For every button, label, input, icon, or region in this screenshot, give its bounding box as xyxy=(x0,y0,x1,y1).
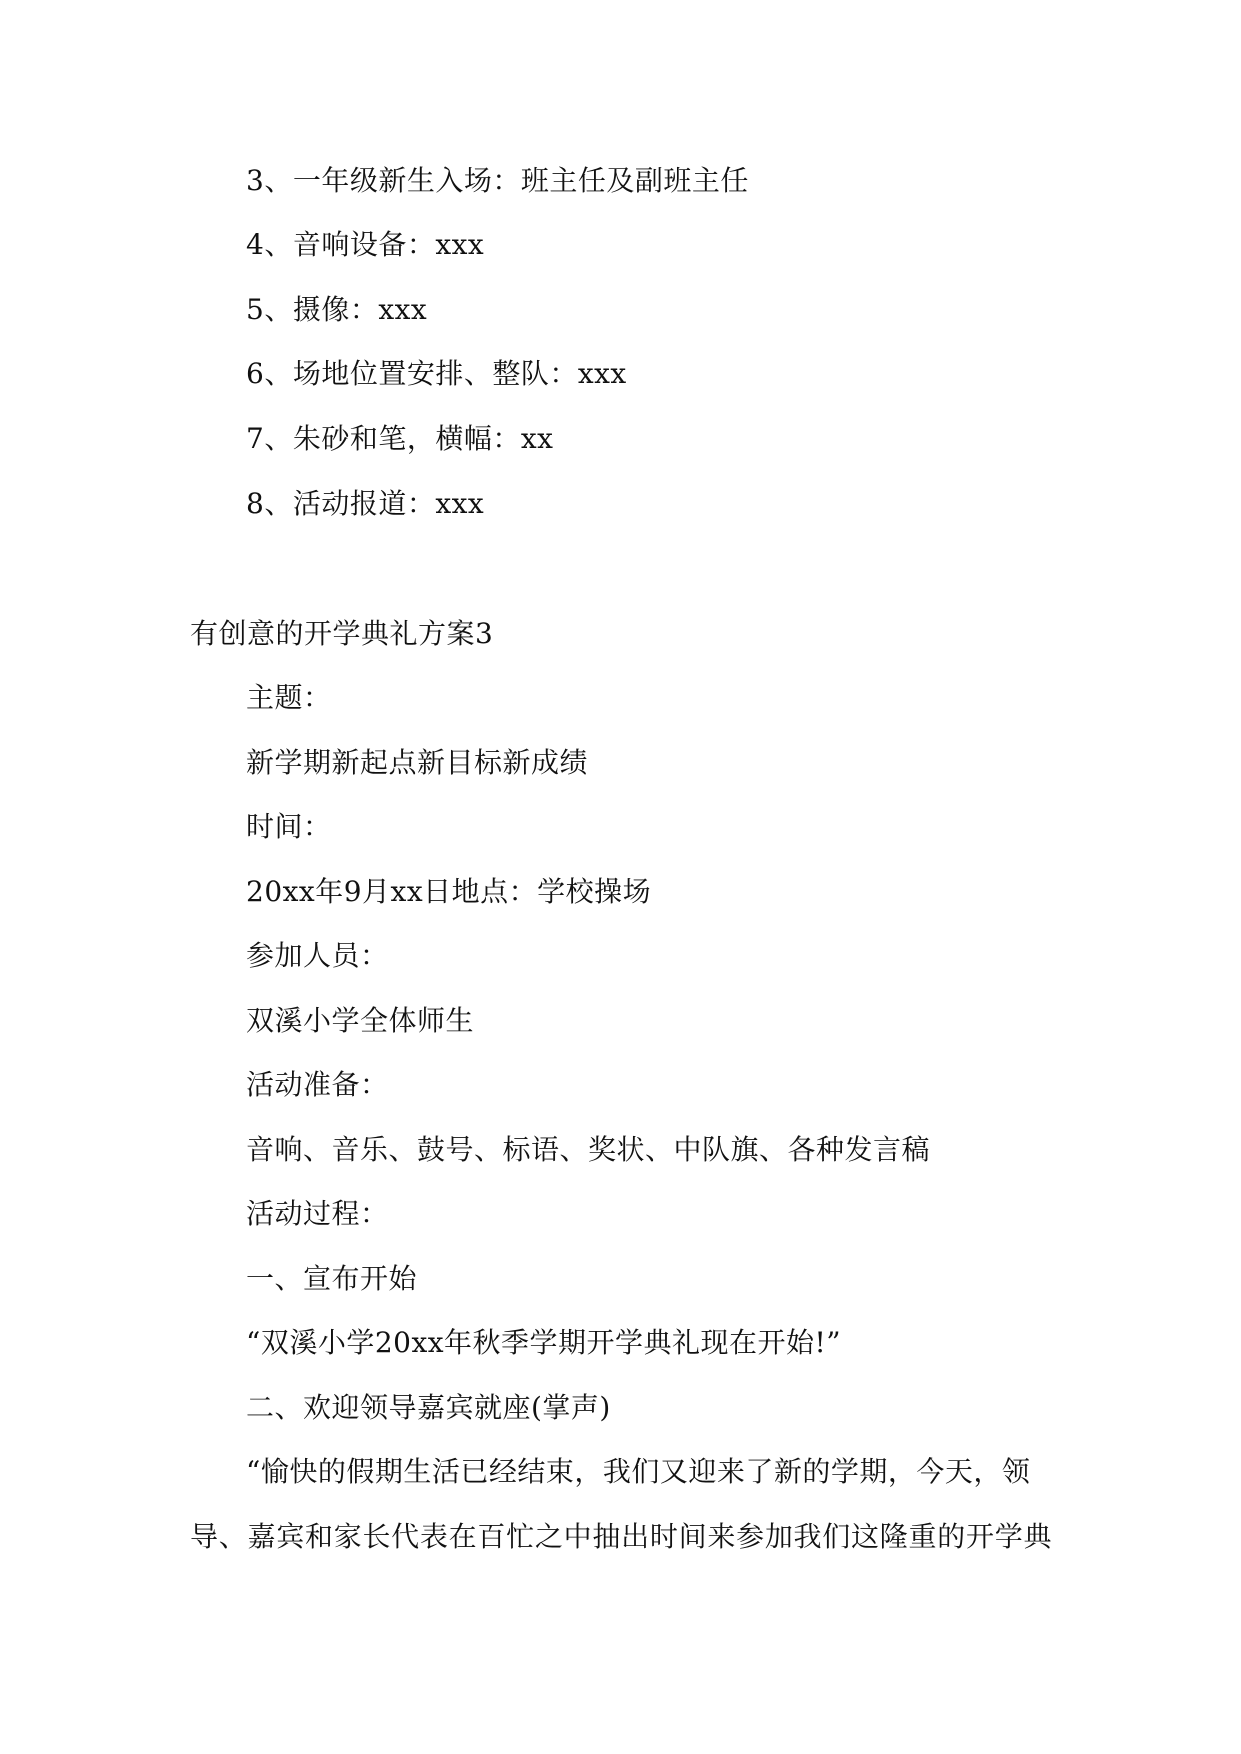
paragraph: 活动准备： xyxy=(246,1068,389,1101)
paragraph: 参加人员： xyxy=(246,939,389,972)
list-item: 4、音响设备：xxx xyxy=(246,228,485,261)
list-item: 5、摄像：xxx xyxy=(246,293,428,326)
list-item: 6、场地位置安排、整队：xxx xyxy=(246,357,627,390)
list-item: 3、一年级新生入场：班主任及副班主任 xyxy=(246,164,749,197)
paragraph: 一、宣布开始 xyxy=(246,1262,418,1295)
list-item: 7、朱砂和笔，横幅：xx xyxy=(246,422,554,455)
paragraph: 二、欢迎领导嘉宾就座(掌声) xyxy=(246,1391,611,1424)
paragraph: 双溪小学全体师生 xyxy=(246,1004,475,1037)
paragraph: “双溪小学20xx年秋季学期开学典礼现在开始!” xyxy=(246,1326,842,1359)
list-item: 8、活动报道：xxx xyxy=(246,487,485,520)
paragraph: 活动过程： xyxy=(246,1197,389,1230)
paragraph: 主题： xyxy=(246,681,332,714)
paragraph: 音响、音乐、鼓号、标语、奖状、中队旗、各种发言稿 xyxy=(246,1133,931,1166)
paragraph: “愉快的假期生活已经结束，我们又迎来了新的学期，今天，领 xyxy=(246,1455,1031,1488)
paragraph: 导、嘉宾和家长代表在百忙之中抽出时间来参加我们这隆重的开学典 xyxy=(190,1520,1052,1553)
paragraph: 20xx年9月xx日地点：学校操场 xyxy=(246,875,652,908)
paragraph: 新学期新起点新目标新成绩 xyxy=(246,746,589,779)
paragraph: 时间： xyxy=(246,810,332,843)
section-title: 有创意的开学典礼方案3 xyxy=(190,617,494,650)
